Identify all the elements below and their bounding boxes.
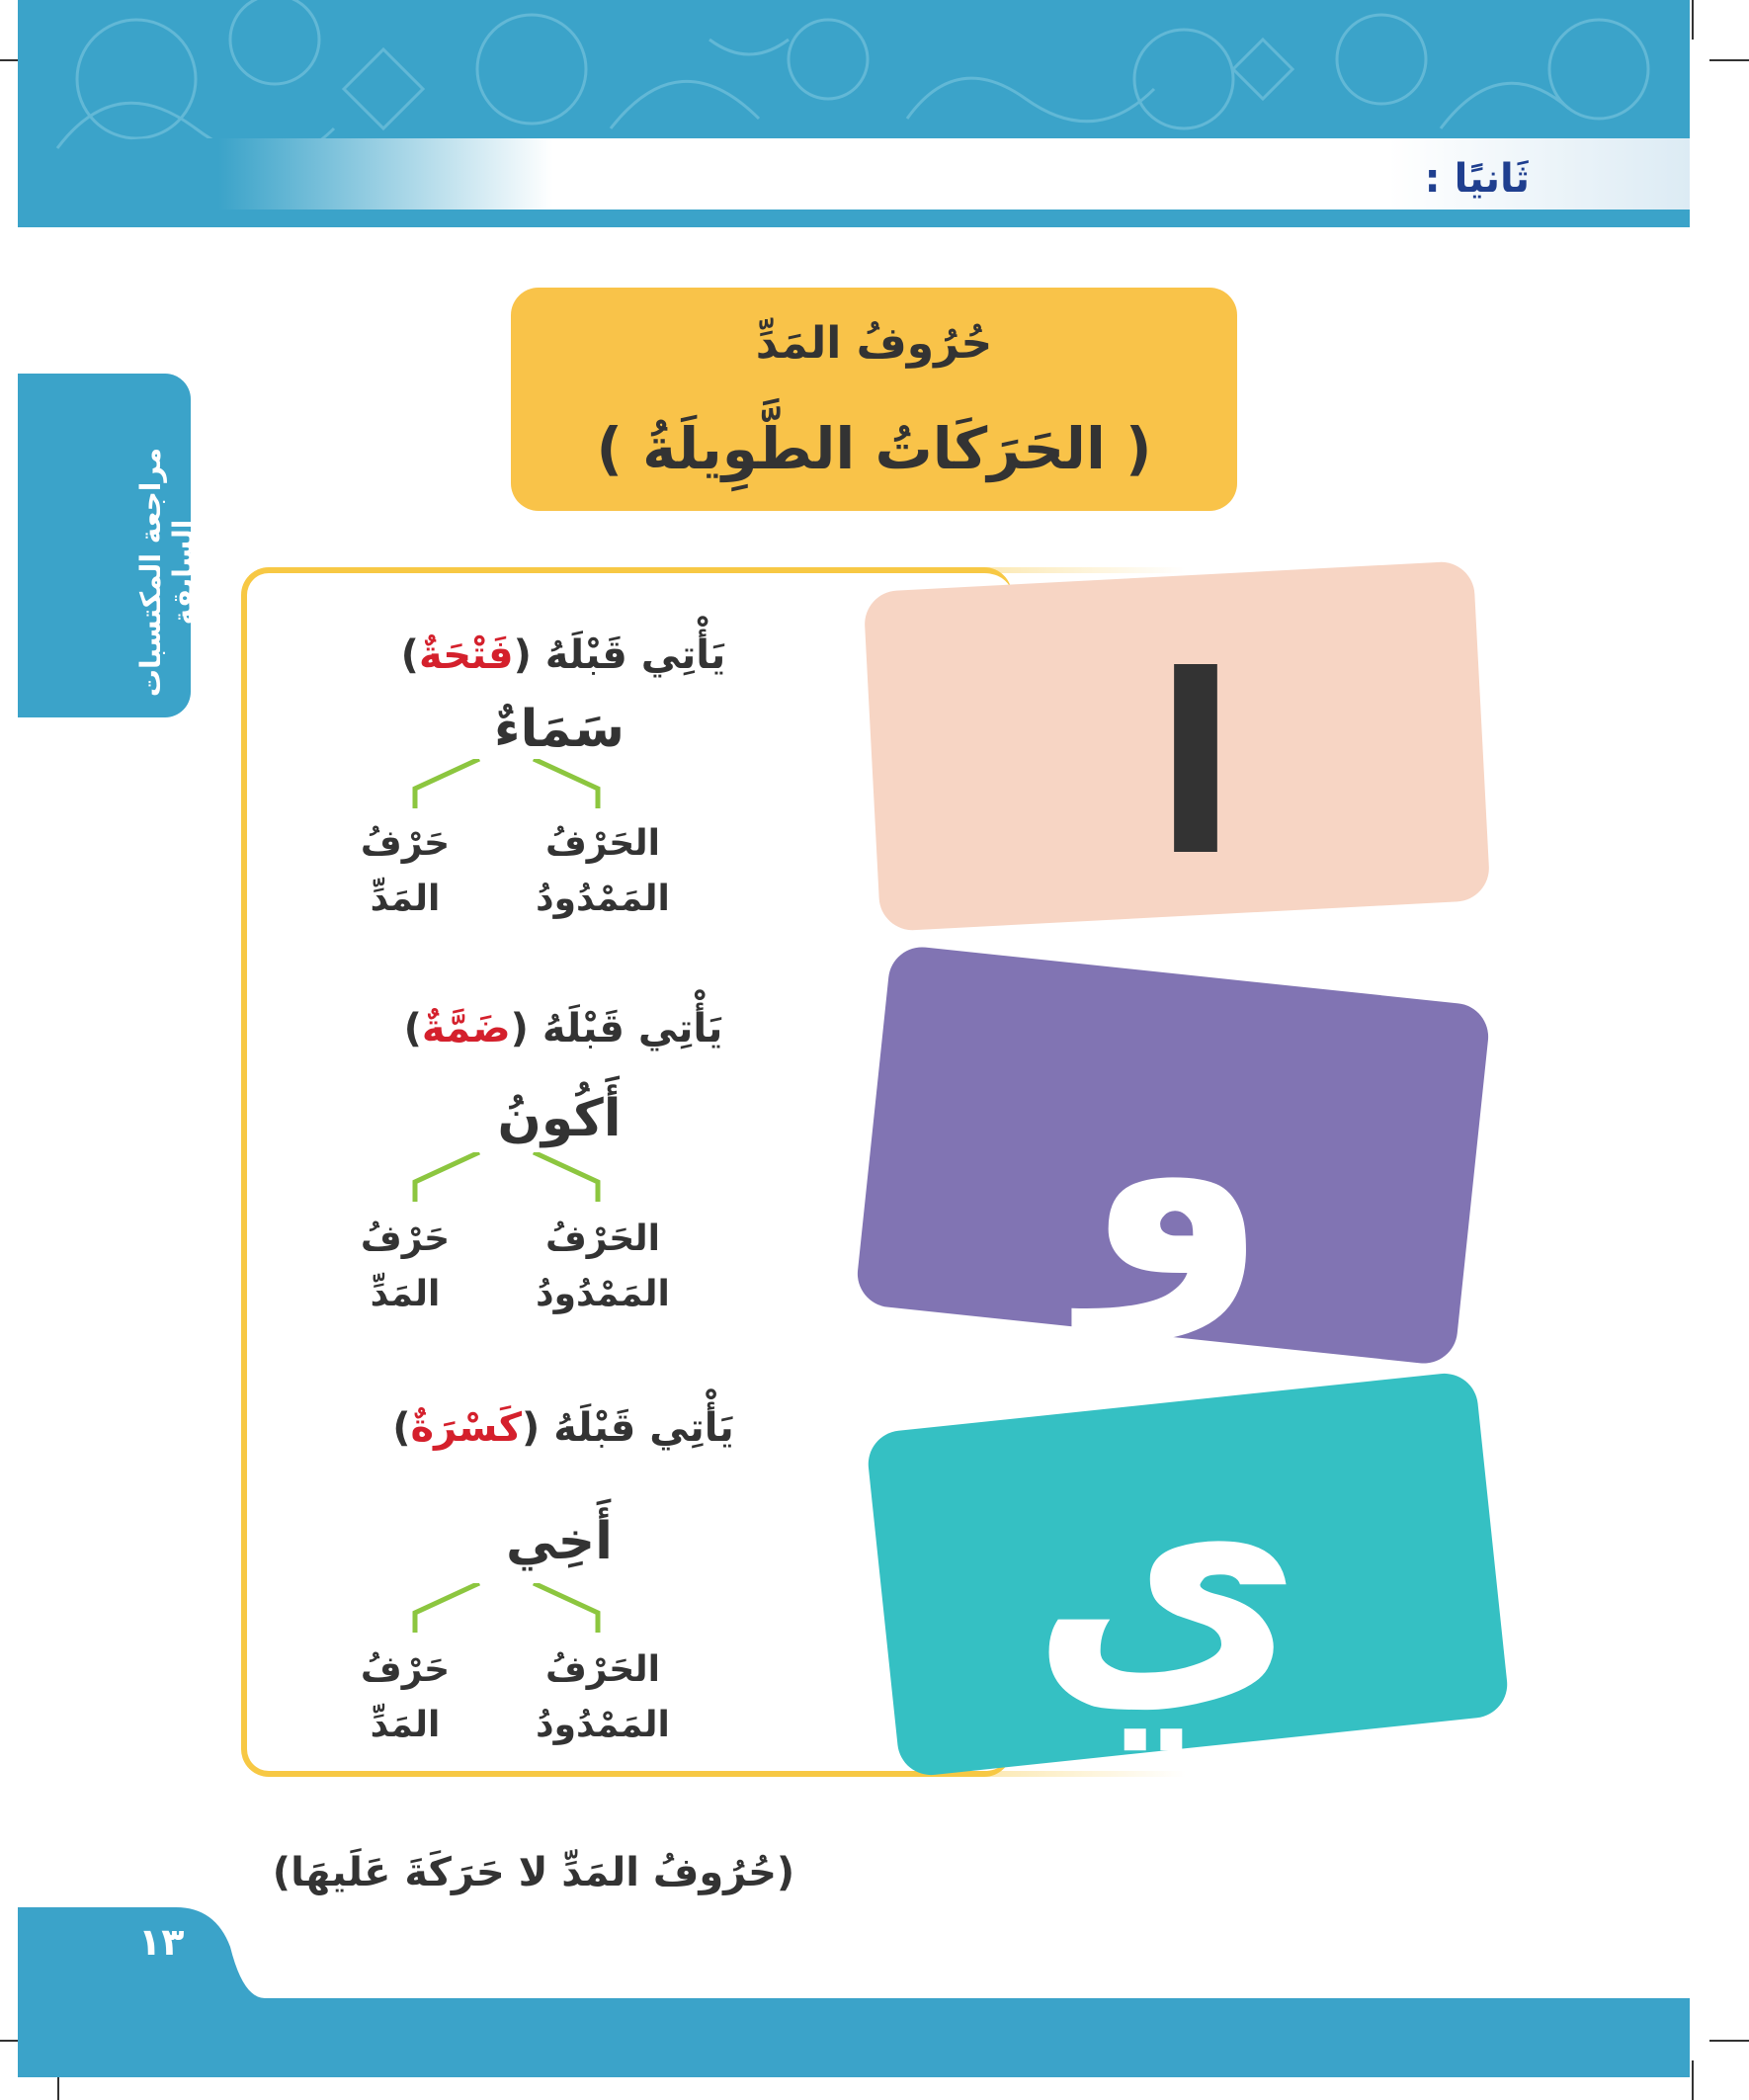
leaf-line: حَرْفُ	[360, 823, 451, 864]
rule-suffix: )	[400, 632, 419, 678]
crop-mark	[1692, 0, 1694, 40]
section-label: ثَانيًا :	[1424, 156, 1530, 202]
side-tab-label: مراجعة المكتسبات السابقة	[134, 447, 200, 698]
page-number: ١٣	[138, 1920, 185, 1964]
madd-letter-label	[326, 816, 484, 927]
stretched-letter-label	[514, 1642, 692, 1753]
ya-letter: ي	[1030, 1403, 1302, 1748]
leaf-line: المَدِّ	[370, 1274, 441, 1314]
leaf-line: الحَرْفُ	[544, 1218, 660, 1259]
vowel-name: كَسْرَةٌ	[410, 1405, 522, 1451]
rule-prefix: يَأْتِي قَبْلَهُ (	[521, 1405, 734, 1451]
crop-mark	[1709, 59, 1749, 61]
title-subheading: ( الحَرَكَاتُ الطَّوِيلَةُ )	[596, 415, 1152, 482]
example-word: سَمَاءٌ	[493, 700, 625, 759]
leaf-line: المَدِّ	[370, 1705, 441, 1745]
frame-top-edge	[692, 567, 1186, 573]
vowel-name: فَتْحَةٌ	[418, 632, 514, 678]
example-word: أَكُونُ	[497, 1089, 622, 1148]
rule-suffix: )	[403, 1006, 422, 1051]
waw-letter: و	[1083, 998, 1269, 1343]
rule-fatha	[346, 632, 781, 678]
leaf-line: المَدِّ	[370, 879, 441, 919]
footer-band	[18, 1998, 1690, 2077]
title-heading: حُرُوفُ المَدِّ	[755, 318, 993, 369]
crop-mark	[1692, 2060, 1694, 2100]
vowel-name: ضَمَّةٌ	[421, 1006, 511, 1051]
leaf-line: المَمْدُودُ	[536, 1274, 670, 1314]
alef-letter: ا	[1153, 623, 1238, 910]
crop-mark	[1709, 2040, 1749, 2042]
footer-note: (حُرُوفُ المَدِّ لا حَرَكَةَ عَلَيهَا)	[272, 1850, 795, 1895]
madd-letter-label	[326, 1642, 484, 1753]
leaf-line: الحَرْفُ	[544, 823, 660, 864]
leaf-line: المَمْدُودُ	[536, 1705, 670, 1745]
stretched-letter-label	[514, 816, 692, 927]
madd-letter-label	[326, 1212, 484, 1322]
leaf-line: المَمْدُودُ	[536, 879, 670, 919]
stretched-letter-label	[514, 1212, 692, 1322]
rule-prefix: يَأْتِي قَبْلَهُ (	[510, 1006, 723, 1051]
rule-suffix: )	[392, 1405, 411, 1451]
rule-kasra	[346, 1405, 781, 1451]
rule-damma	[346, 1006, 781, 1051]
example-word: أَخِي	[506, 1512, 613, 1571]
leaf-line: حَرْفُ	[360, 1218, 451, 1259]
leaf-line: حَرْفُ	[360, 1649, 451, 1690]
leaf-line: الحَرْفُ	[544, 1649, 660, 1690]
rule-prefix: يَأْتِي قَبْلَهُ (	[513, 632, 726, 678]
